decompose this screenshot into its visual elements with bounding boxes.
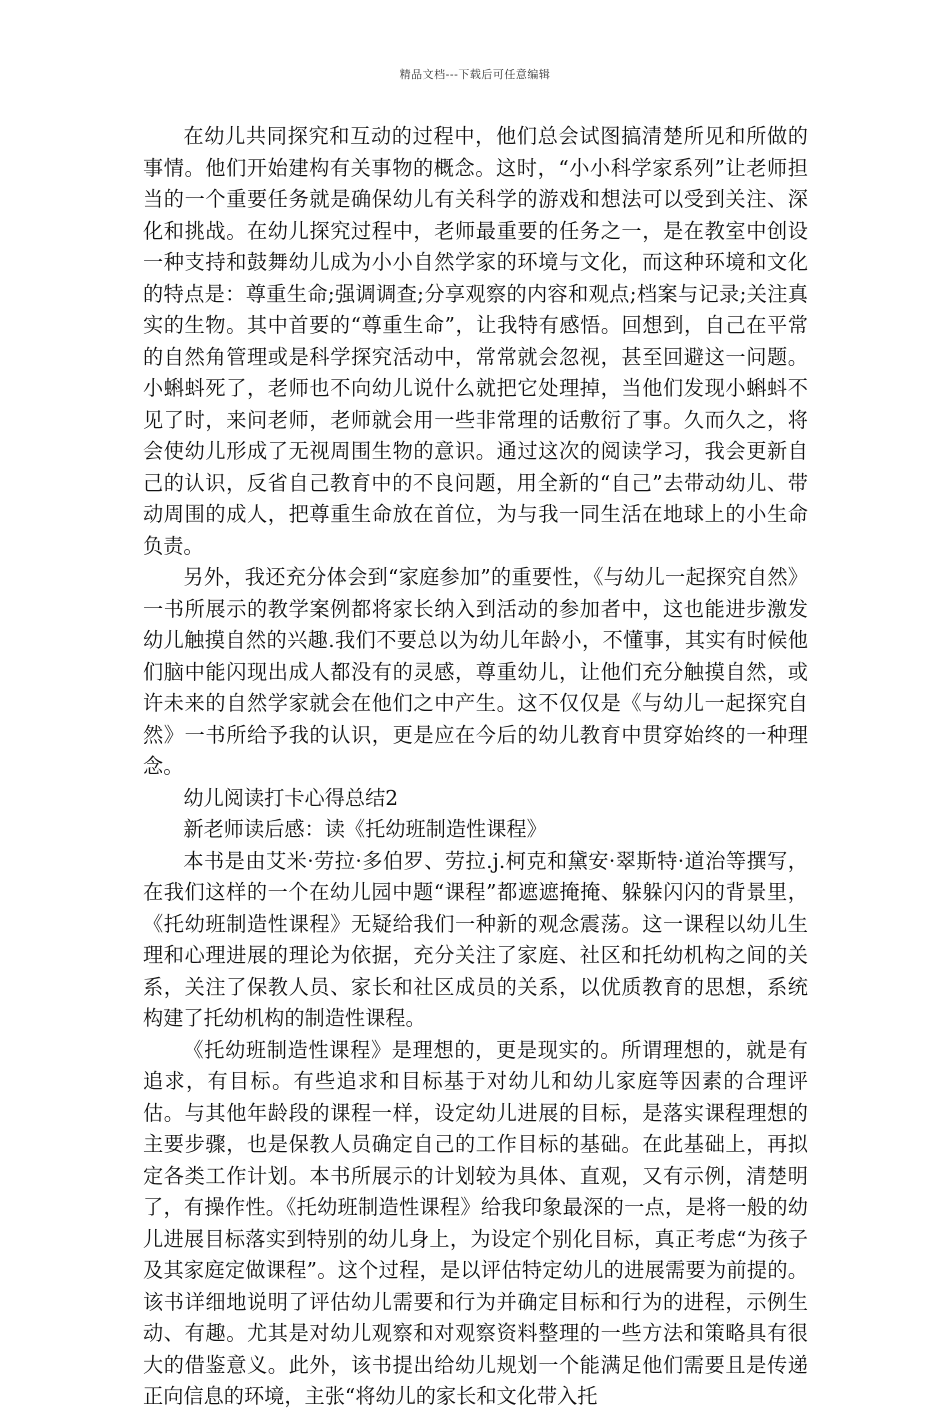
paragraph-book-review: 《托幼班制造性课程》是理想的，更是现实的。所谓理想的，就是有追求，有目标。有些追求和目标基于对幼儿和幼儿家庭等因素的合理评估。与其他年龄段的课程一样，设定幼儿进展的目标，是落实课程理想的主要步骤，也是保教人员确定自己的工作目标的基础。在此基础上，再拟定各类工作计划。本书所展示的计划较为具体、直观，又有示例，清楚明了，有操作性。《托幼班制造性课程》给我印象最深的一点，是将一般的幼儿进展目标落实到特别的幼儿身上，为设定个别化目标，真正考虑“为孩子及其家庭定做课程”。这个过程，是以评估特定幼儿的进展需要为前提的。该书详细地说明了评估幼儿需要和行为并确定目标和行为的进程，示例生动、有趣。尤其是对幼儿观察和对观察资料整理的一些方法和策略具有很大的借鉴意义。此外，该书提出给幼儿规划一个能满足他们需要且是传递正向信息的环境，主张“将幼儿的家长和文化带入托 <box>143 1037 808 1408</box>
document-body <box>143 121 808 1413</box>
article-title: 新老师读后感：读《托幼班制造性课程》 <box>183 817 547 841</box>
section-heading: 幼儿阅读打卡心得总结2 <box>183 785 399 810</box>
page-header: 精品文档---下载后可任意编辑 <box>399 68 551 81</box>
paragraph-family-participation: 另外，我还充分体会到“家庭参加”的重要性，《与幼儿一起探究自然》一书所展示的教学案例都将家长纳入到活动的参加者中，这也能进步激发幼儿触摸自然的兴趣.我们不要总以为幼儿年龄小，不懂事，其实有时候他们脑中能闪现出成人都没有的灵感，尊重幼儿，让他们充分触摸自然，或许未来的自然学家就会在他们之中产生。这不仅仅是《与幼儿一起探究自然》一书所给予我的认识，更是应在今后的幼儿教育中贯穿始终的一种理念。 <box>143 565 808 778</box>
paragraph-science-exploration: 在幼儿共同探究和互动的过程中，他们总会试图搞清楚所见和所做的事情。他们开始建构有关事物的概念。这时，“小小科学家系列”让老师担当的一个重要任务就是确保幼儿有关科学的游戏和想法可以受到关注、深化和挑战。在幼儿探究过程中，老师最重要的任务之一，是在教室中创设一种支持和鼓舞幼儿成为小小自然学家的环境与文化，而这种环境和文化的特点是：尊重生命;强调调查;分享观察的内容和观点;档案与记录;关注真实的生物。其中首要的“尊重生命”，让我特有感悟。回想到，自己在平常的自然角管理或是科学探究活动中，常常就会忽视，甚至回避这一问题。小蝌蚪死了，老师也不向幼儿说什么就把它处理掉，当他们发现小蝌蚪不见了时，来问老师，老师就会用一些非常理的话敷衍了事。久而久之，将会使幼儿形成了无视周围生物的意识。通过这次的阅读学习，我会更新自己的认识，反省自己教育中的不良问题，用全新的“自己”去带动幼儿、带动周围的成人，把尊重生命放在首位，为与我一同生活在地球上的小生命负责。 <box>143 124 808 558</box>
paragraph-book-intro: 本书是由艾米·劳拉·多伯罗、劳拉.j.柯克和黛安·翠斯特·道治等撰写，在我们这样的一个在幼儿园中题“课程”都遮遮掩掩、躲躲闪闪的背景里，《托幼班制造性课程》无疑给我们一种新的观念震荡。这一课程以幼儿生理和心理进展的理论为依据，充分关注了家庭、社区和托幼机构之间的关系，关注了保教人员、家长和社区成员的关系，以优质教育的思想，系统构建了托幼机构的制造性课程。 <box>143 848 808 1030</box>
